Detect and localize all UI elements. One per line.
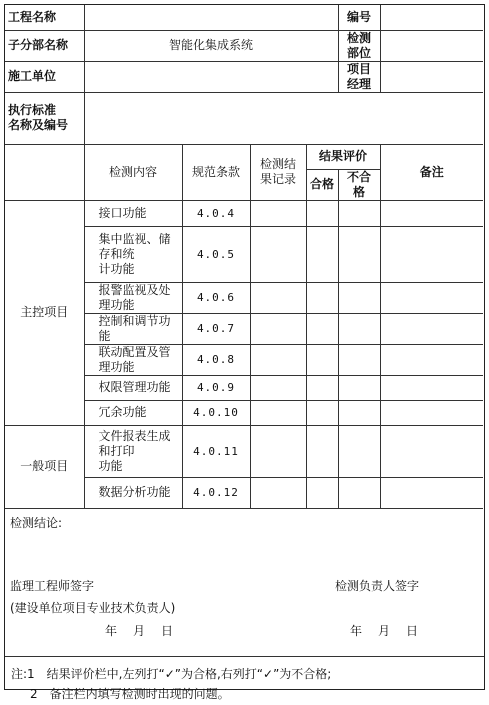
record-cell[interactable] [250, 425, 306, 477]
general-group-label: 一般项目 [5, 425, 84, 508]
fail-cell[interactable] [338, 477, 380, 508]
record-cell[interactable] [250, 282, 306, 313]
supervisor-alt-label: (建设单位项目专业技术负责人) [10, 600, 176, 615]
remark-cell[interactable] [380, 200, 483, 226]
fail-cell[interactable] [338, 282, 380, 313]
group-header-blank [5, 144, 84, 200]
pass-cell[interactable] [306, 425, 338, 477]
column-header-row-1 [5, 144, 483, 169]
pass-cell[interactable] [306, 200, 338, 226]
pass-cell[interactable] [306, 477, 338, 508]
item-content: 权限管理功能 [84, 375, 182, 400]
record-cell[interactable] [250, 375, 306, 400]
fail-cell[interactable] [338, 375, 380, 400]
remark-cell[interactable] [380, 477, 483, 508]
inspection-dept-label: 检测部位 [338, 30, 380, 61]
header-record-line1: 检测结 [259, 157, 296, 171]
standard-row [5, 92, 483, 144]
project-name-label: 工程名称 [5, 5, 84, 30]
header-clause: 规范条款 [182, 144, 250, 200]
item-content-line2: 计功能 [98, 261, 135, 276]
main-group-label: 主控项目 [5, 200, 84, 425]
item-content-line1: 文件报表生成和打印 [98, 428, 171, 458]
remark-cell[interactable] [380, 375, 483, 400]
item-content: 数据分析功能 [84, 477, 182, 508]
record-cell[interactable] [250, 226, 306, 282]
number-field[interactable] [380, 5, 483, 30]
remark-cell[interactable] [380, 282, 483, 313]
inspector-date: 年 月 日 [350, 623, 421, 638]
supervisor-date: 年 月 日 [105, 623, 176, 638]
item-content: 报警监视及处理功能 [84, 282, 182, 313]
fail-cell[interactable] [338, 226, 380, 282]
record-cell[interactable] [250, 313, 306, 344]
note-line-2: 2 备注栏内填写检测时出现的问题。 [30, 686, 230, 701]
construction-unit-field[interactable] [84, 61, 338, 92]
note-line-1: 注:1 结果评价栏中,左列打“✓”为合格,右列打“✓”为不合格; [11, 666, 332, 681]
item-content [84, 226, 182, 282]
pass-cell[interactable] [306, 282, 338, 313]
pass-cell[interactable] [306, 344, 338, 375]
pass-cell[interactable] [306, 226, 338, 282]
inspection-record-form [4, 4, 485, 701]
item-clause: 4.0.11 [182, 425, 250, 477]
remark-cell[interactable] [380, 226, 483, 282]
item-content [84, 425, 182, 477]
record-cell[interactable] [250, 400, 306, 425]
item-clause: 4.0.7 [182, 313, 250, 344]
item-content: 接口功能 [84, 200, 182, 226]
subdivision-label: 子分部名称 [5, 30, 84, 61]
standard-label [5, 92, 84, 144]
project-name-field[interactable] [84, 5, 338, 30]
header-pass: 合格 [306, 169, 338, 200]
pass-cell[interactable] [306, 313, 338, 344]
remark-cell[interactable] [380, 344, 483, 375]
project-manager-field[interactable] [380, 61, 483, 92]
item-clause: 4.0.9 [182, 375, 250, 400]
header-evaluation: 结果评价 [306, 144, 380, 169]
item-content: 控制和调节功能 [84, 313, 182, 344]
inspector-signature-label: 检测负责人签字 [335, 578, 420, 593]
inspection-dept-field[interactable] [380, 30, 483, 61]
item-content: 联动配置及管理功能 [84, 344, 182, 375]
standard-label-line2: 名称及编号 [8, 118, 69, 132]
header-record [250, 144, 306, 200]
remark-cell[interactable] [380, 425, 483, 477]
conclusion-label: 检测结论: [10, 515, 63, 530]
item-content-line2: 功能 [98, 458, 123, 473]
supervisor-signature-label: 监理工程师签字 [10, 578, 95, 593]
fail-cell[interactable] [338, 425, 380, 477]
record-cell[interactable] [250, 477, 306, 508]
table-row [5, 200, 483, 226]
remark-cell[interactable] [380, 400, 483, 425]
item-clause: 4.0.5 [182, 226, 250, 282]
fail-cell[interactable] [338, 344, 380, 375]
pass-cell[interactable] [306, 400, 338, 425]
inspection-table [5, 5, 483, 509]
fail-cell[interactable] [338, 200, 380, 226]
fail-cell[interactable] [338, 313, 380, 344]
item-clause: 4.0.12 [182, 477, 250, 508]
notes-section [5, 657, 484, 705]
subdivision-value: 智能化集成系统 [84, 30, 338, 61]
item-clause: 4.0.6 [182, 282, 250, 313]
record-cell[interactable] [250, 344, 306, 375]
standard-field[interactable] [84, 92, 483, 144]
item-content: 冗余功能 [84, 400, 182, 425]
header-remark: 备注 [380, 144, 483, 200]
item-clause: 4.0.8 [182, 344, 250, 375]
subdivision-row [5, 30, 483, 61]
standard-label-line1: 执行标准 [8, 103, 57, 117]
pass-cell[interactable] [306, 375, 338, 400]
construction-unit-label: 施工单位 [5, 61, 84, 92]
item-clause: 4.0.4 [182, 200, 250, 226]
conclusion-section[interactable] [5, 509, 484, 657]
header-record-line2: 果记录 [259, 172, 296, 186]
project-manager-label: 项目经理 [338, 61, 380, 92]
item-clause: 4.0.10 [182, 400, 250, 425]
number-label: 编号 [338, 5, 380, 30]
header-fail: 不合格 [338, 169, 380, 200]
construction-unit-row [5, 61, 483, 92]
header-content: 检测内容 [84, 144, 182, 200]
project-name-row [5, 5, 483, 30]
record-cell[interactable] [250, 200, 306, 226]
fail-cell[interactable] [338, 400, 380, 425]
table-row [5, 425, 483, 477]
item-content-line1: 集中监视、储存和统 [98, 231, 171, 261]
remark-cell[interactable] [380, 313, 483, 344]
